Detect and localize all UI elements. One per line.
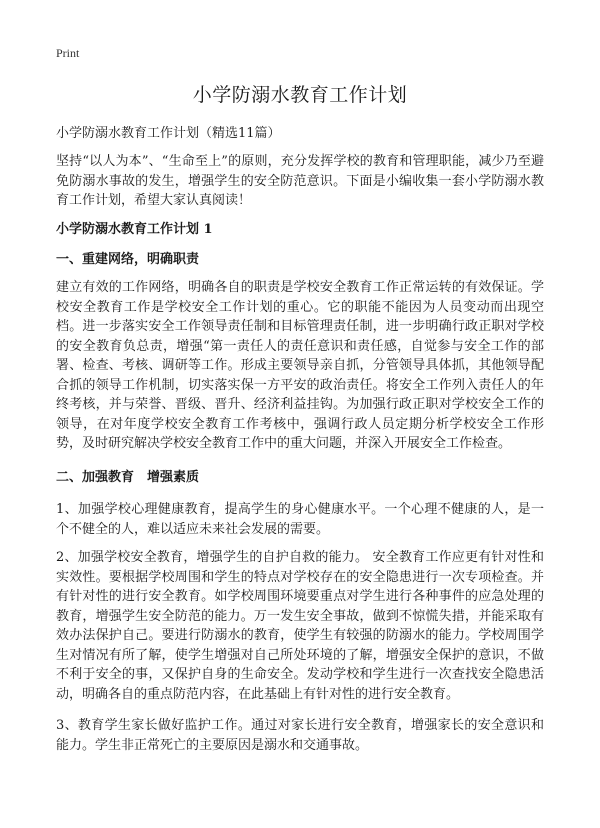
document-subtitle: 小学防溺水教育工作计划（精选11篇） xyxy=(56,126,281,141)
list-item-1: 1、加强学校心理健康教育，提高学生的身心健康水平。一个心理不健康的人，是一个不健全的人，难以适应未来社会发展的需要。 xyxy=(56,502,544,537)
section1-heading: 一、重建网络，明确职责 xyxy=(56,252,200,267)
section2-heading: 二、加强教育 增强素质 xyxy=(56,470,200,485)
list-item-2: 2、加强学校安全教育，增强学生的自护自救的能力。 安全教育工作应更有针对性和实效性。要根据学校周围和学生的特点对学校存在的安全隐患进行一次专项检查。并有针对性的进行安全教育。如学校周围环境要重点对学生进行各种事件的应急处理的教育，增强学生安全防范的能力。万一发生安全事故，做到不惊慌失措，并能采取有效办法保护自己。要进行防溺水的教育，使学生有较强的防溺水的能力。学校周围学生对情况有所了解，使学生增强对自己所处环境的了解，增强安全保护的意识，不做不利于安全的事，又保护自身的生命安全。发动学校和学生进行一次查找安全隐患活动，明确各自的重点防范内容，在此基础上有针对性的进行安全教育。 xyxy=(56,550,544,702)
print-link[interactable]: Print xyxy=(56,46,80,60)
section1-paragraph: 建立有效的工作网络，明确各自的职责是学校安全教育工作正常运转的有效保证。学校安全教育工作是学校安全工作计划的重心。它的职能不能因为人员变动而出现空档。进一步落实安全工作领导责任制和目标管理责任制，进一步明确行政正职对学校的安全教育负总责，增强“第一责任人的责任意识和责任感，自觉参与安全工作的部署、检查、考核、调研等工作。形成主要领导亲自抓，分管领导具体抓，其他领导配合抓的领导工作机制，切实落实保一方平安的政治责任。将安全工作列入责任人的年终考核，并与荣誉、晋级、晋升、经济利益挂钩。为加强行政正职对学校安全工作的领导，在对年度学校安全教育工作考核中，强调行政人员定期分析学校安全工作形势，及时研究解决学校安全教育工作中的重大问题，并深入开展安全工作检查。 xyxy=(56,280,544,451)
list-item-3: 3、教育学生家长做好监护工作。通过对家长进行安全教育，增强家长的安全意识和能力。学生非正常死亡的主要原因是溺水和交通事故。 xyxy=(56,718,544,753)
intro-paragraph: 坚持“以人为本”、“生命至上”的原则，充分发挥学校的教育和管理职能，减少乃至避免防溺水事故的发生，增强学生的安全防范意识。下面是小编收集一套小学防溺水教育工作计划，希望大家认真阅读！ xyxy=(56,154,544,208)
plan-heading: 小学防溺水教育工作计划 1 xyxy=(56,222,213,237)
page-title: 小学防溺水教育工作计划 xyxy=(192,84,408,106)
